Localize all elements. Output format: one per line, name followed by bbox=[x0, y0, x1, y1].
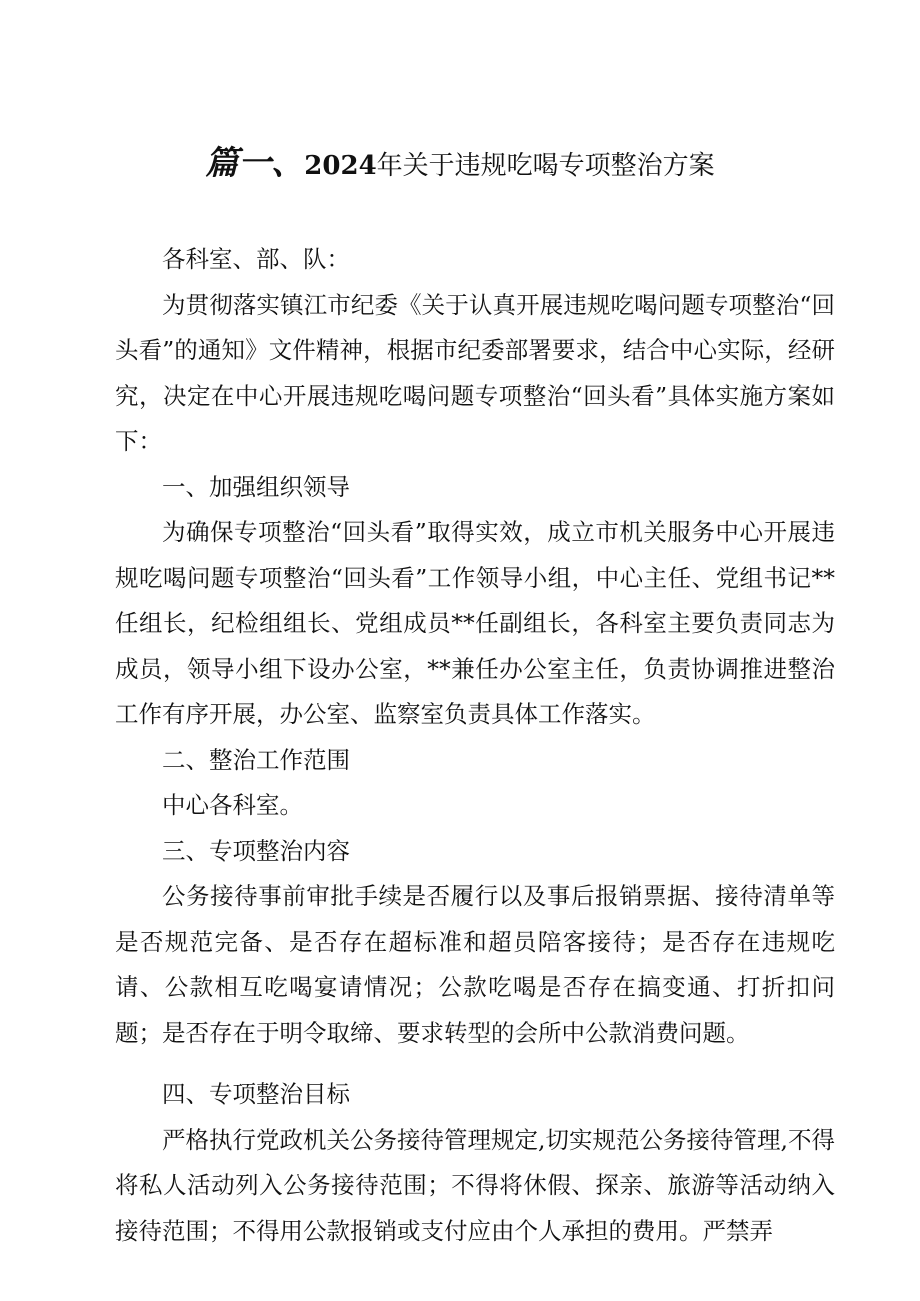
document-body bbox=[115, 237, 835, 1254]
section-paragraph-1: 为确保专项整治“回头看”取得实效，成立市机关服务中心开展违规吃喝问题专项整治“回头看”工作领导小组，中心主任、党组书记**任组长，纪检组组长、党组成员**任副组长，各科室主要负责同志为成员，领导小组下设办公室，**兼任办公室主任，负责协调推进整治工作有序开展，办公室、监察室负责具体工作落实。 bbox=[115, 518, 835, 728]
section-heading-1: 一、加强组织领导 bbox=[162, 472, 350, 501]
section-paragraph-3: 公务接待事前审批手续是否履行以及事后报销票据、接待清单等是否规范完备、是否存在超标准和超员陪客接待；是否存在违规吃请、公款相互吃喝宴请情况；公款吃喝是否存在搞变通、打折扣问题；是否存在于明令取缔、要求转型的会所中公款消费问题。 bbox=[115, 882, 835, 1047]
section-paragraph-4: 严格执行党政机关公务接待管理规定,切实规范公务接待管理,不得将私人活动列入公务接待范围；不得将休假、探亲、旅游等活动纳入接待范围；不得用公款报销或支付应由个人承担的费用。严禁弄 bbox=[115, 1125, 835, 1245]
salutation: 各科室、部、队： bbox=[162, 245, 350, 273]
title-year: 2024 bbox=[304, 151, 377, 181]
title-text: 年关于违规吃喝专项整治方案 bbox=[376, 151, 715, 181]
section-heading-4: 四、专项整治目标 bbox=[162, 1080, 350, 1108]
document-title bbox=[0, 138, 920, 191]
section-heading-2: 二、整治工作范围 bbox=[162, 745, 350, 774]
section-paragraph-2: 中心各科室。 bbox=[162, 791, 303, 819]
section-heading-3: 三、专项整治内容 bbox=[162, 836, 350, 865]
intro-paragraph: 为贯彻落实镇江市纪委《关于认真开展违规吃喝问题专项整治“回头看”的通知》文件精神，根据市纪委部署要求，结合中心实际，经研究，决定在中心开展违规吃喝问题专项整治“回头看”具体实施方案如下： bbox=[115, 290, 835, 455]
title-prefix: 篇一、 bbox=[205, 143, 305, 182]
